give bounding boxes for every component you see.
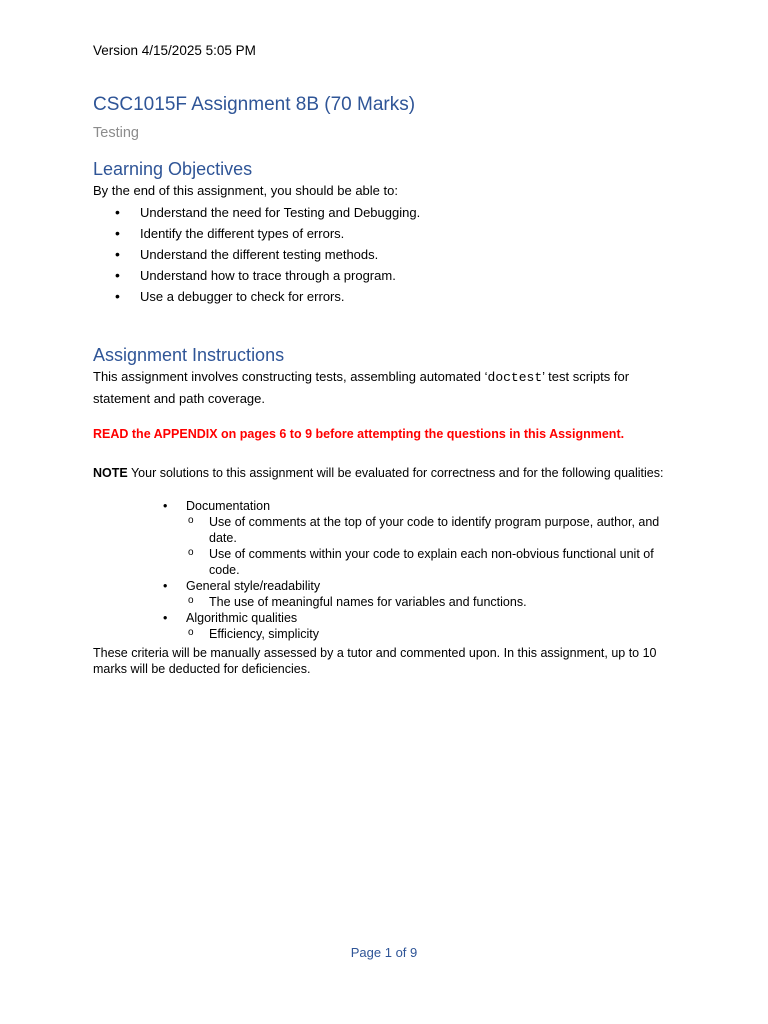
- note-paragraph: [93, 465, 678, 481]
- page-number: Page 1 of 9: [350, 945, 418, 960]
- document-subtitle: Testing: [93, 125, 139, 141]
- list-item: • Understand how to trace through a program.: [93, 265, 420, 286]
- list-item: • Understand the different testing methods.: [93, 244, 420, 265]
- criteria-label: Documentation: [186, 499, 271, 513]
- version-stamp: Version 4/15/2025 5:05 PM: [93, 43, 256, 58]
- criteria-item-documentation: [93, 498, 678, 578]
- list-item: • Use a debugger to check for errors.: [93, 286, 420, 307]
- criteria-sublist: [186, 514, 678, 578]
- instructions-text-before: This assignment involves constructing tests, assembling automated ‘: [93, 369, 488, 384]
- criteria-subitem: o Use of comments at the top of your code to identify program purpose, author, and date.: [186, 514, 678, 546]
- criteria-item-style: [93, 578, 678, 610]
- document-title: CSC1015F Assignment 8B (70 Marks): [93, 94, 416, 115]
- criteria-subitem: o Use of comments within your code to explain each non-obvious functional unit of code.: [186, 546, 678, 578]
- doctest-code: doctest: [487, 370, 543, 385]
- instructions-paragraph: [93, 366, 683, 409]
- criteria-label: General style/readability: [186, 579, 321, 593]
- criteria-sublist: [186, 626, 678, 642]
- list-item: • Understand the need for Testing and Debugging.: [93, 202, 420, 223]
- criteria-sublist: [186, 594, 678, 610]
- learning-objectives-intro: By the end of this assignment, you should be able to:: [93, 183, 398, 198]
- criteria-subitem: o The use of meaningful names for variables and functions.: [186, 594, 678, 610]
- appendix-notice: READ the APPENDIX on pages 6 to 9 before attempting the questions in this Assignment.: [93, 427, 625, 441]
- note-text: Your solutions to this assignment will be evaluated for correctness and for the following qualities:: [127, 466, 664, 480]
- assignment-instructions-heading: Assignment Instructions: [93, 345, 285, 365]
- instructions-text-after: ’ test scripts for statement and path coverage.: [93, 369, 630, 406]
- criteria-item-algorithmic: [93, 610, 678, 642]
- learning-objectives-list: [93, 202, 420, 307]
- note-label: NOTE: [93, 466, 128, 480]
- learning-objectives-heading: Learning Objectives: [93, 159, 253, 179]
- list-item: • Identify the different types of errors.: [93, 223, 420, 244]
- criteria-label: Algorithmic qualities: [186, 611, 298, 625]
- closing-paragraph: These criteria will be manually assessed by a tutor and commented upon. In this assignment, up to 10 marks will be deducted for deficiencies.: [93, 646, 657, 676]
- criteria-list: [93, 498, 678, 642]
- criteria-subitem: o Efficiency, simplicity: [186, 626, 678, 642]
